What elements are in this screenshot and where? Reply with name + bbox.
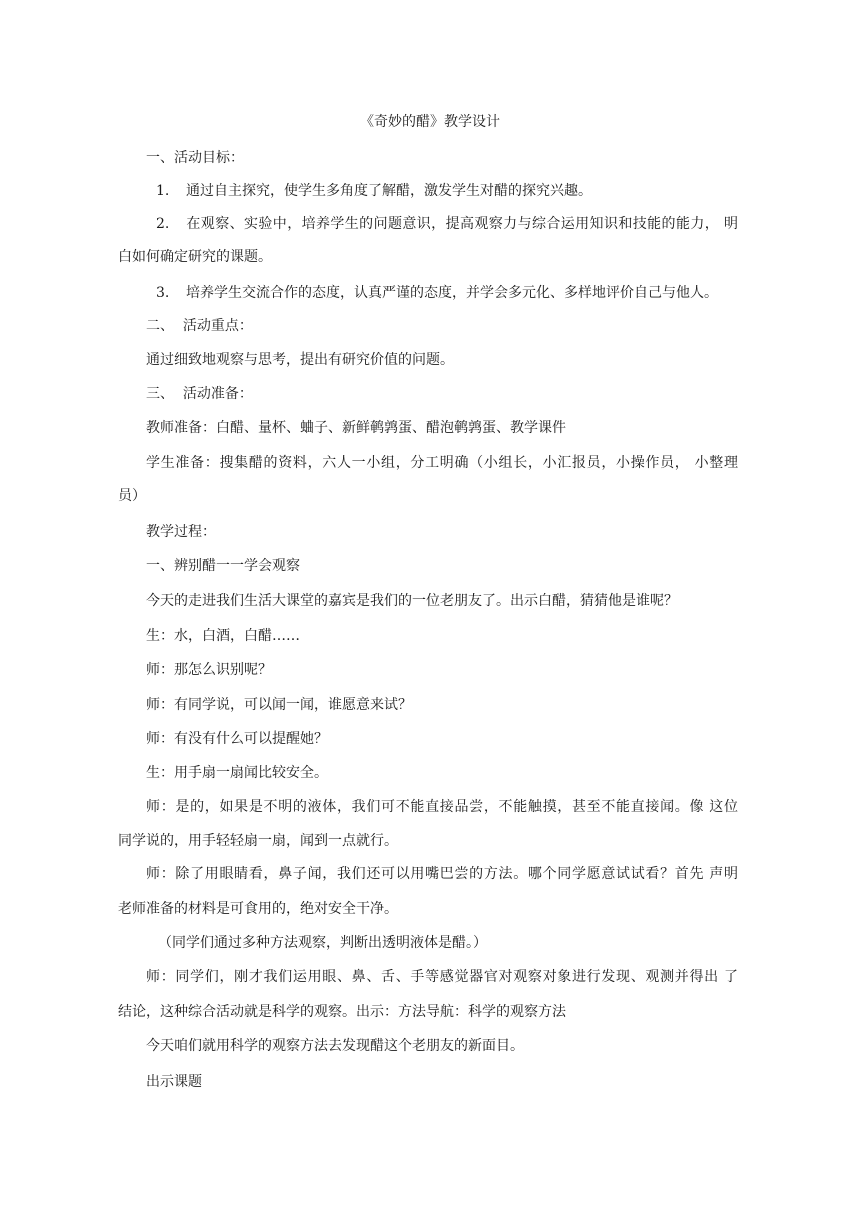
section-heading-goals: 一、活动目标： xyxy=(146,150,244,166)
goal-number-1: 1. xyxy=(156,183,170,199)
paragraph-9: （同学们通过多种方法观察，判断出透明液体是醋。） xyxy=(158,935,487,951)
goal-text-1: 通过自主探究，使学生多角度了解醋，激发学生对醋的探究兴趣。 xyxy=(186,183,592,199)
paragraph-7-line-2: 同学说的，用手轻轻扇一扇，闻到一点就行。 xyxy=(118,833,398,849)
section-heading-focus: 二、 活动重点： xyxy=(146,318,253,334)
paragraph-12: 出示课题 xyxy=(146,1074,202,1090)
paragraph-7-line-1: 师：是的，如果是不明的液体，我们可不能直接品尝，不能触摸，甚至不能直接闻。像 这位 xyxy=(146,799,738,815)
paragraph-10-line-1: 师：同学们，刚才我们运用眼、鼻、舌、手等感觉器官对观察对象进行发现、观测并得出 了 xyxy=(146,969,738,985)
goal-text-2-line-1: 在观察、实验中，培养学生的问题意识，提高观察力与综合运用知识和技能的能力， 明 xyxy=(186,216,738,232)
goal-number-3: 3. xyxy=(156,285,170,301)
paragraph-3: 师：那怎么识别呢？ xyxy=(146,662,272,678)
teaching-process-heading: 教学过程： xyxy=(146,524,216,540)
paragraph-8-line-1: 师：除了用眼睛看，鼻子闻，我们还可以用嘴巴尝的方法。哪个同学愿意试试看？首先 声明 xyxy=(146,866,738,882)
goal-text-2-line-2: 白如何确定研究的课题。 xyxy=(118,249,272,265)
focus-text: 通过细致地观察与思考，提出有研究价值的问题。 xyxy=(146,352,454,368)
goal-item-3 xyxy=(156,283,718,303)
paragraph-2: 生：水，白酒，白醋…… xyxy=(146,628,300,644)
paragraph-11: 今天咱们就用科学的观察方法去发现醋这个老朋友的新面目。 xyxy=(146,1038,524,1054)
student-preparation-line-2: 员） xyxy=(118,488,146,504)
paragraph-10-line-2: 结论，这种综合活动就是科学的观察。出示：方法导航：科学的观察方法 xyxy=(118,1004,566,1020)
teacher-preparation: 教师准备：白醋、量杯、蛐子、新鲜鹌鹑蛋、醋泡鹌鹑蛋、教学课件 xyxy=(146,420,566,436)
goal-item-2-line-1 xyxy=(156,214,738,234)
paragraph-4: 师：有同学说，可以闻一闻，谁愿意来试？ xyxy=(146,697,412,713)
goal-text-3: 培养学生交流合作的态度，认真严谨的态度，并学会多元化、多样地评价自己与他人。 xyxy=(186,285,718,301)
paragraph-1: 今天的走进我们生活大课堂的嘉宾是我们的一位老朋友了。出示白醋，猜猜他是谁呢？ xyxy=(146,593,678,609)
part-1-heading: 一、辨别醋一一学会观察 xyxy=(146,558,300,574)
paragraph-6: 生：用手扇一扇闻比较安全。 xyxy=(146,765,328,781)
goal-number-2: 2. xyxy=(156,216,170,232)
document-title: 《奇妙的醋》教学设计 xyxy=(360,114,500,130)
section-heading-preparation: 三、 活动准备： xyxy=(146,386,253,402)
paragraph-8-line-2: 老师准备的材料是可食用的，绝对安全干净。 xyxy=(118,901,398,917)
student-preparation-line-1: 学生准备：搜集醋的资料，六人一小组，分工明确（小组长，小汇报员，小操作员， 小整理 xyxy=(146,455,738,471)
goal-item-1 xyxy=(156,181,592,201)
paragraph-5: 师：有没有什么可以提醒她？ xyxy=(146,731,328,747)
